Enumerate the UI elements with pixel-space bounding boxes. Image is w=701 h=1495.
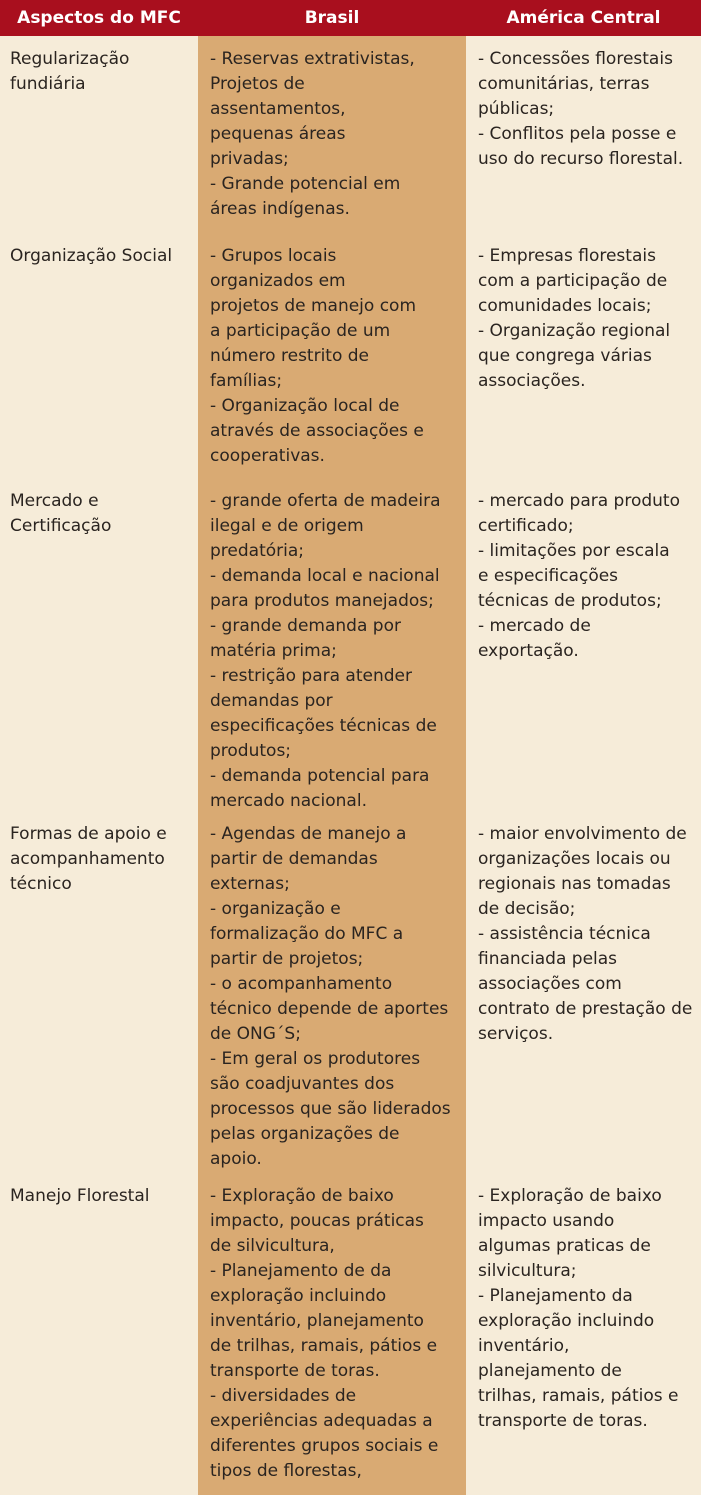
america-central-cell: - Empresas florestais com a participação de comunidades locais; - Organização regional que congrega várias associações.	[478, 246, 671, 391]
brasil-cell: - Agendas de manejo a partir de demandas externas; - organização e formalização do MFC a partir de projetos; - o acompanhamento técnico depende de aportes de ONG´S; - Em geral os produtores são coadjuvantes dos processos que são liderados pelas organizações de apoio.	[210, 824, 451, 1169]
aspect-cell: Mercado e Certificação	[10, 491, 112, 536]
aspect-cell: Formas de apoio e acompanhamento técnico	[10, 824, 167, 894]
header-brasil: Brasil	[304, 8, 360, 28]
aspect-cell: Manejo Florestal	[10, 1186, 150, 1206]
brasil-cell: - grande oferta de madeira ilegal e de origem predatória; - demanda local e nacional para produtos manejados; - grande demanda por matéria prima; - restrição para atender demandas por especificações técnicas de produtos; - demanda potencial para mercado nacional.	[210, 491, 441, 811]
aspect-cell: Regularização fundiária	[10, 49, 130, 94]
america-central-cell: - maior envolvimento de organizações locais ou regionais nas tomadas de decisão; - assistência técnica financiada pelas associações com contrato de prestação de serviços.	[478, 824, 693, 1044]
header-aspectos: Aspectos do MFC	[17, 8, 181, 28]
aspect-cell: Organização Social	[10, 246, 173, 266]
america-central-cell: - mercado para produto certificado; - limitações por escala e especificações técnicas de produtos; - mercado de exportação.	[478, 491, 680, 661]
america-central-cell: - Concessões florestais comunitárias, terras públicas; - Conflitos pela posse e uso do recurso florestal.	[478, 49, 684, 169]
table-header	[0, 0, 701, 36]
brasil-cell: - Grupos locais organizados em projetos de manejo com a participação de um número restrito de famílias; - Organização local de através de associações e cooperativas.	[210, 246, 424, 466]
brasil-cell: - Exploração de baixo impacto, poucas práticas de silvicultura, - Planejamento de da exploração incluindo inventário, planejamento de trilhas, ramais, pátios e transporte de toras. - diversidades de experiências adequadas a diferentes grupos sociais e tipos de florestas,	[210, 1186, 439, 1481]
header-america-central: América Central	[506, 8, 661, 28]
brasil-cell: - Reservas extrativistas, Projetos de assentamentos, pequenas áreas privadas; - Grande potencial em áreas indígenas.	[210, 49, 415, 219]
america-central-cell: - Exploração de baixo impacto usando algumas praticas de silvicultura; - Planejamento da exploração incluindo inventário, planejamento de trilhas, ramais, pátios e transporte de toras.	[478, 1186, 679, 1431]
